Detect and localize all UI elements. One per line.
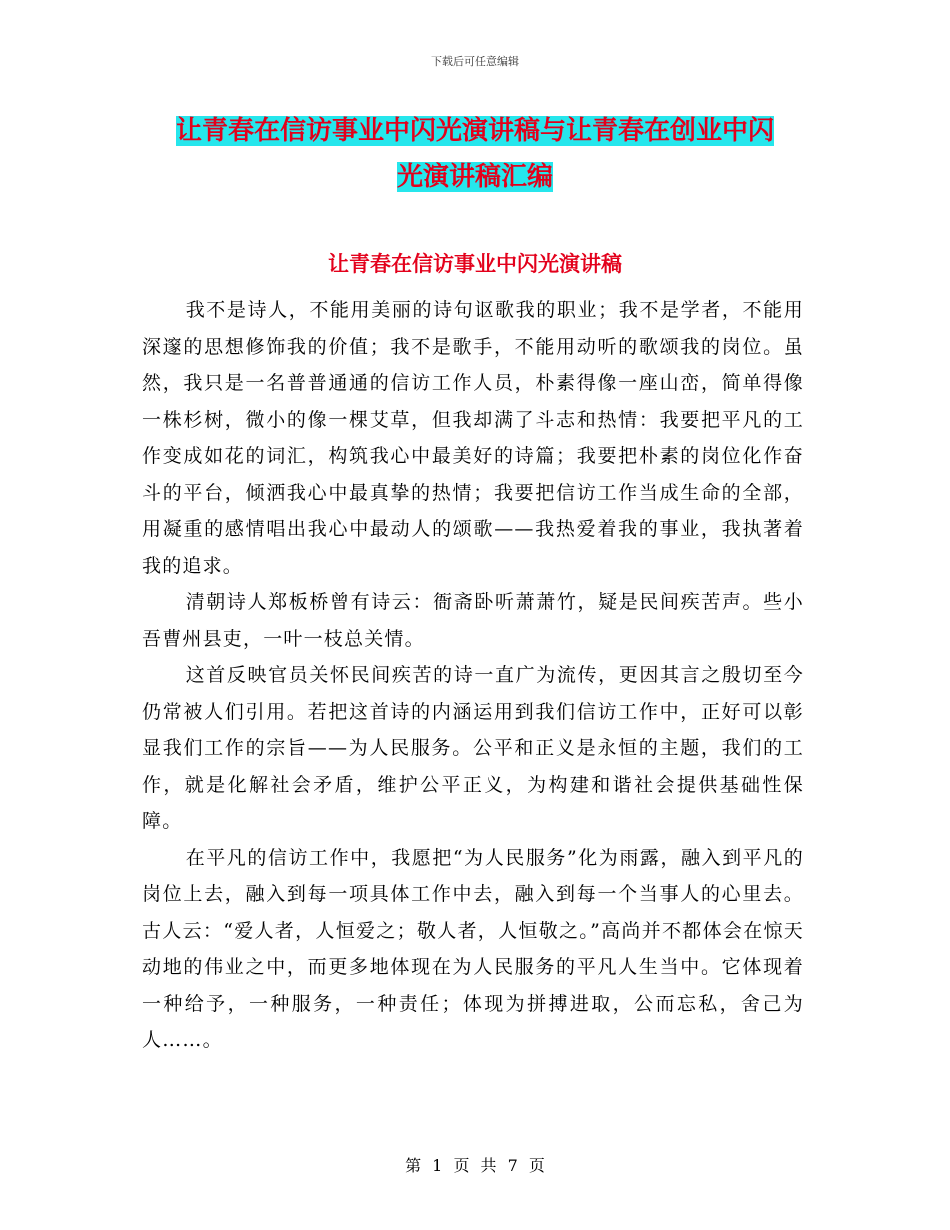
paragraph: 这首反映官员关怀民间疾苦的诗一直广为流传，更因其言之殷切至今仍常被人们引用。若把这首诗的内涵运用到我们信访工作中，正好可以彰显我们工作的宗旨——为人民服务。公平和正义是永恒的主题，我们的工作，就是化解社会矛盾，维护公平正义，为构建和谐社会提供基础性保障。 <box>142 664 804 832</box>
page-header-note: 下载后可任意编辑 <box>431 55 519 68</box>
paragraph: 我不是诗人，不能用美丽的诗句讴歌我的职业；我不是学者，不能用深邃的思想修饰我的价值；我不是歌手，不能用动听的歌颂我的岗位。虽然，我只是一名普普通通的信访工作人员，朴素得像一座山峦，简单得像一株杉树，微小的像一棵艾草，但我却满了斗志和热情：我要把平凡的工作变成如花的词汇，构筑我心中最美好的诗篇；我要把朴素的岗位化作奋斗的平台，倾洒我心中最真挚的热情；我要把信访工作当成生命的全部，用凝重的感情唱出我心中最动人的颂歌——我热爱着我的事业，我执著着我的追求。 <box>142 299 804 577</box>
page-number-footer: 第 1 页 共 7 页 <box>405 1156 545 1175</box>
document-title-line-1: 让青春在信访事业中闪光演讲稿与让青春在创业中闪 <box>175 116 774 146</box>
speech-body <box>142 292 804 1059</box>
paragraph: 在平凡的信访工作中，我愿把“为人民服务”化为雨露，融入到平凡的岗位上去，融入到每一项具体工作中去，融入到每一个当事人的心里去。古人云：“爱人者，人恒爱之；敬人者，人恒敬之。”高尚并不都体会在惊天动地的伟业之中，而更多地体现在为人民服务的平凡人生当中。它体现着一种给予，一种服务，一种责任；体现为拼搏进取，公而忘私，舍己为人……。 <box>142 846 804 1051</box>
document-title <box>140 108 810 200</box>
document-title-line-2: 光演讲稿汇编 <box>396 162 553 192</box>
section-title: 让青春在信访事业中闪光演讲稿 <box>328 252 622 276</box>
paragraph: 清朝诗人郑板桥曾有诗云：衙斋卧听萧萧竹，疑是民间疾苦声。些小吾曹州县吏，一叶一枝总关情。 <box>142 591 804 650</box>
